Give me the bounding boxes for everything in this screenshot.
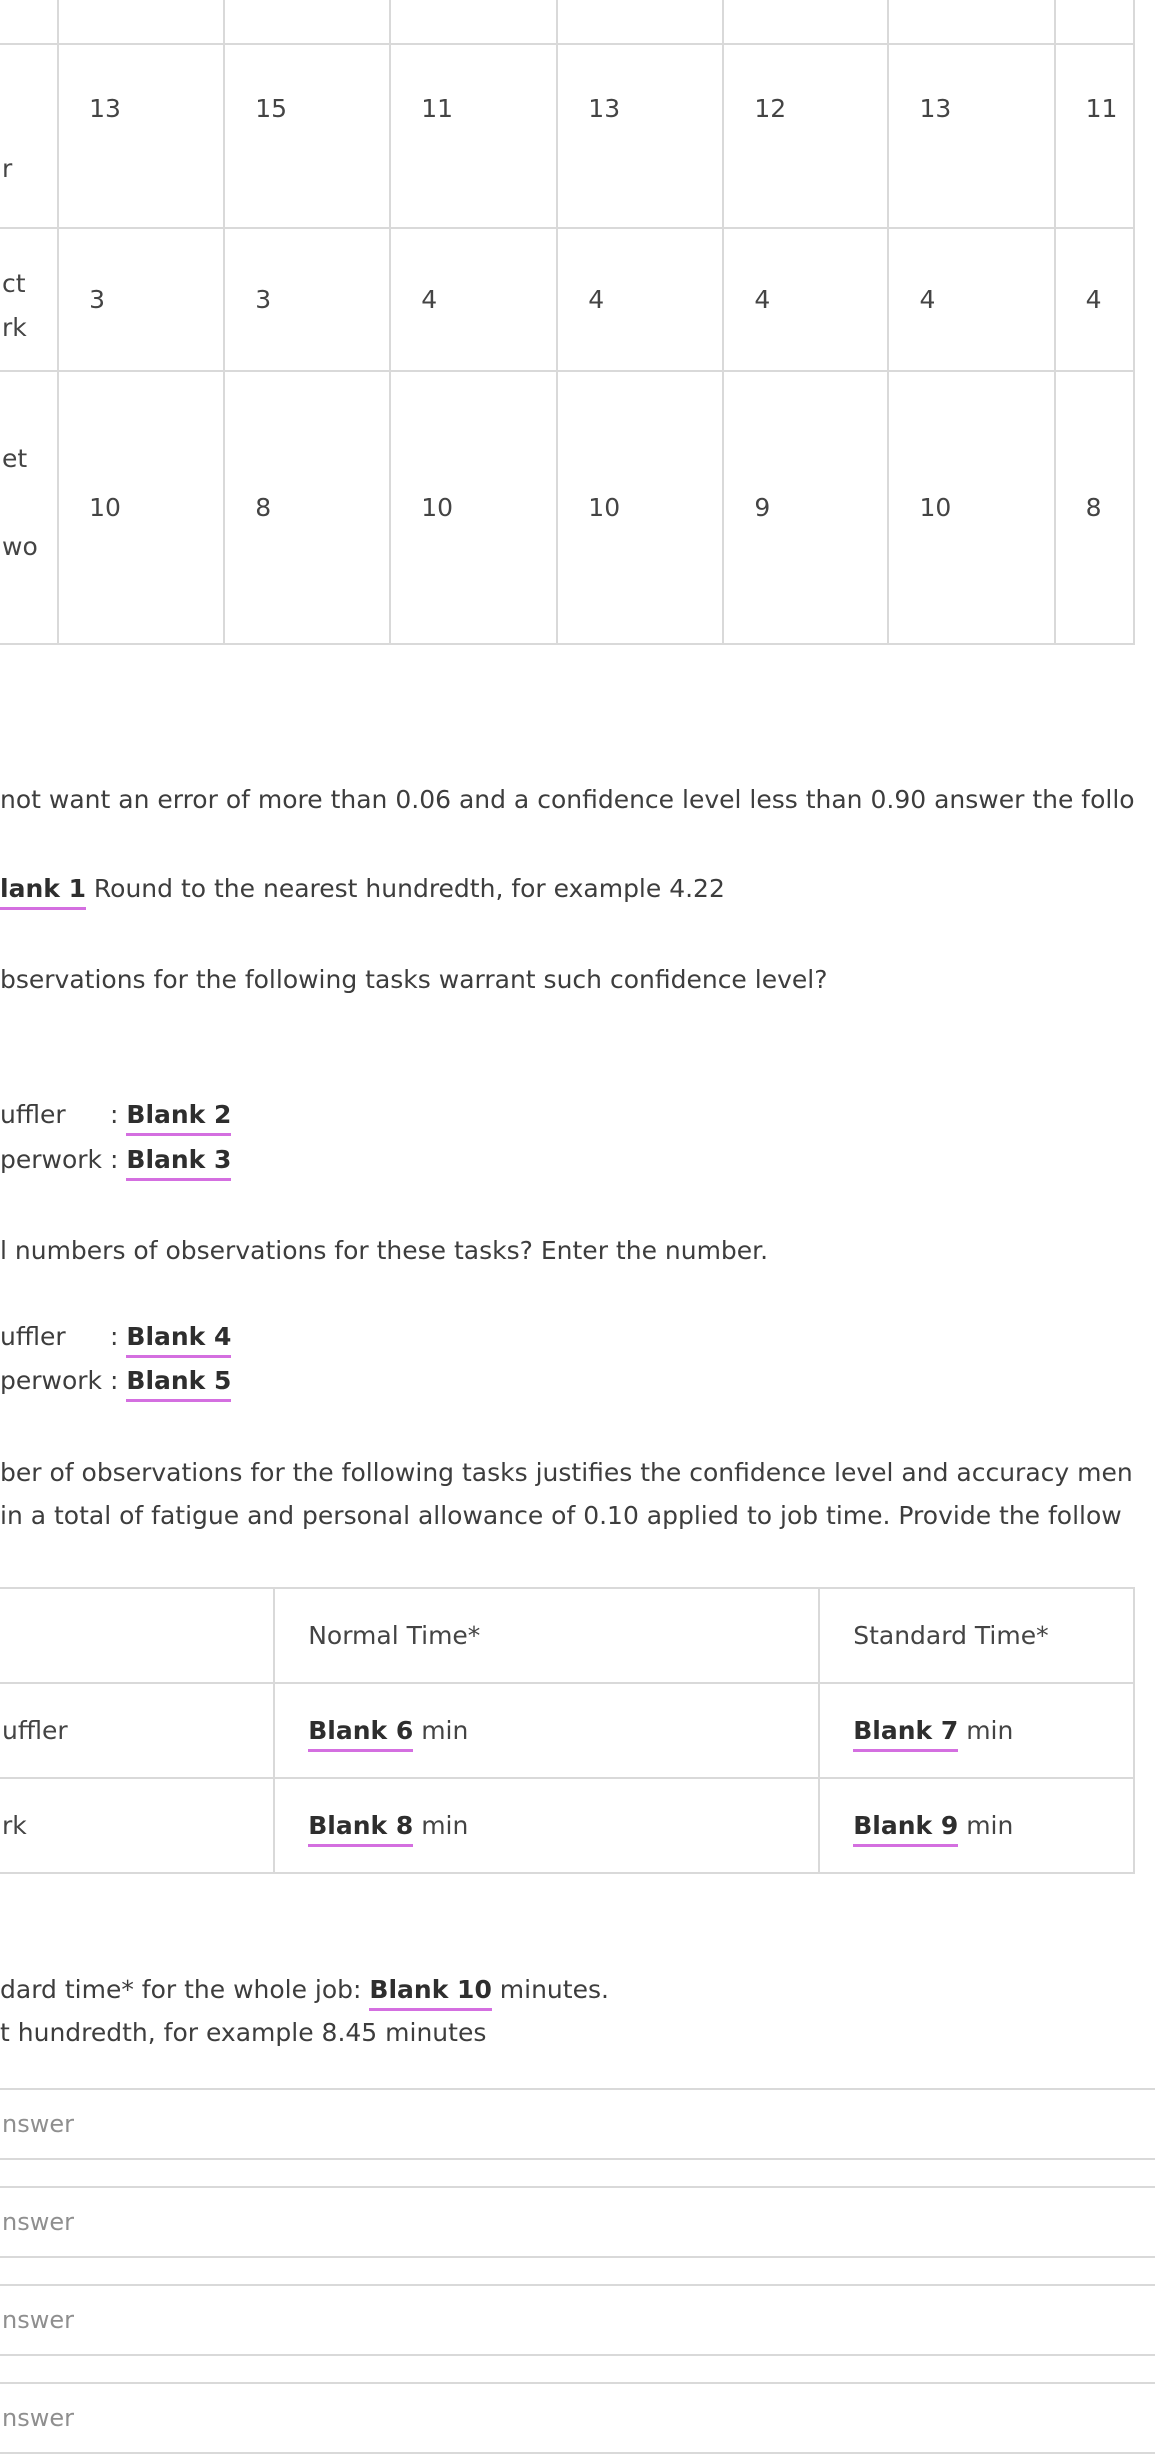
table-cell: 9 [723,371,888,644]
table-header-row [0,1588,1134,1683]
row-label-text: et [2,444,28,473]
table-row [0,371,1134,644]
task-label: perwork [0,1145,103,1174]
table-row [0,228,1134,371]
blank-9[interactable]: Blank 9 [853,1811,958,1847]
table-cell: 4 [1055,228,1134,371]
answer-input[interactable] [0,2384,1155,2452]
question-1-text: Round to the nearest hundredth, for example 4.22 [85,874,725,903]
task-label: uffler [0,1322,66,1351]
row-label [0,44,58,228]
table-cell: 8 [224,371,390,644]
table-cell: 3 [58,228,224,371]
table-cell: 13 [557,44,723,228]
table-cell: 4 [723,228,888,371]
answer-field [0,2186,1155,2258]
unit-label: min [413,1811,469,1840]
blank-3[interactable]: Blank 3 [126,1145,231,1181]
table-cell: 4 [390,228,557,371]
row-label [0,228,58,371]
table-cell: 3 [224,228,390,371]
intro-text: not want an error of more than 0.06 and a confidence level less than 0.90 answer the follo [0,785,1135,814]
question-4-line-1: ber of observations for the following tasks justifies the confidence level and accuracy men [0,1458,1133,1487]
table-cell [58,0,224,44]
table-cell: 15 [224,44,390,228]
blank-7[interactable]: Blank 7 [853,1716,958,1752]
question-5 [0,1977,609,2002]
blank-5[interactable]: Blank 5 [126,1366,231,1402]
answer-row-paperwork-5 [0,1368,231,1393]
table-header: Normal Time* [274,1588,819,1683]
table-cell [274,1683,819,1778]
table-cell: 13 [58,44,224,228]
table-cell: 11 [390,44,557,228]
table-row [0,0,1134,44]
task-label: uffler [0,1683,274,1778]
table-cell [1055,0,1134,44]
question-5-suffix: minutes. [491,1975,609,2004]
table-cell: 13 [888,44,1054,228]
blank-2[interactable]: Blank 2 [126,1100,231,1136]
separator: : [110,1322,119,1351]
answer-input[interactable] [0,2090,1155,2158]
task-label: uffler [0,1100,66,1129]
question-2: bservations for the following tasks warrant such confidence level? [0,965,828,994]
unit-label: min [958,1716,1014,1745]
answer-row-paperwork-3 [0,1147,231,1172]
table-cell [557,0,723,44]
blank-4[interactable]: Blank 4 [126,1322,231,1358]
question-5-prefix: dard time* for the whole job: [0,1975,370,2004]
table-row [0,44,1134,228]
task-label: rk [0,1778,274,1873]
row-label [0,0,58,44]
answer-row-muffler-4 [0,1324,231,1349]
table-cell: 10 [557,371,723,644]
separator: : [110,1100,119,1129]
table-cell: 8 [1055,371,1134,644]
question-1 [0,876,725,901]
table-cell: 4 [557,228,723,371]
row-label-text: ct [2,269,26,298]
blank-10[interactable]: Blank 10 [369,1975,491,2011]
answer-input[interactable] [0,2188,1155,2256]
table-cell: 10 [390,371,557,644]
table-cell: 10 [58,371,224,644]
unit-label: min [413,1716,469,1745]
task-label: perwork [0,1366,103,1395]
table-cell [819,1683,1134,1778]
table-header [0,1588,274,1683]
row-label-text: rk [2,313,27,342]
blank-1[interactable]: lank 1 [0,874,86,910]
answer-input[interactable] [0,2286,1155,2354]
row-label-text: wo [2,532,38,561]
answer-field [0,2088,1155,2160]
table-cell: 12 [723,44,888,228]
question-4-line-2: in a total of fatigue and personal allowance of 0.10 applied to job time. Provide the follow [0,1501,1122,1530]
table-cell: 10 [888,371,1054,644]
blank-8[interactable]: Blank 8 [308,1811,413,1847]
table-cell [819,1778,1134,1873]
question-5-note: t hundredth, for example 8.45 minutes [0,2018,487,2047]
row-label-text: r [2,154,13,183]
row-label [0,371,58,644]
table-cell [888,0,1054,44]
separator: : [110,1366,119,1395]
table-header: Standard Time* [819,1588,1134,1683]
table-cell [723,0,888,44]
unit-label: min [958,1811,1014,1840]
blank-6[interactable]: Blank 6 [308,1716,413,1752]
table-cell [274,1778,819,1873]
answer-row-muffler-2 [0,1102,231,1127]
table-row [0,1683,1134,1778]
table-cell: 4 [888,228,1054,371]
table-cell: 11 [1055,44,1134,228]
times-table [0,1587,1135,1874]
separator: : [110,1145,119,1174]
question-3: l numbers of observations for these tasks? Enter the number. [0,1236,769,1265]
observations-table [0,0,1135,645]
answer-field [0,2382,1155,2454]
table-cell [390,0,557,44]
table-cell [224,0,390,44]
table-row [0,1778,1134,1873]
answer-field [0,2284,1155,2356]
